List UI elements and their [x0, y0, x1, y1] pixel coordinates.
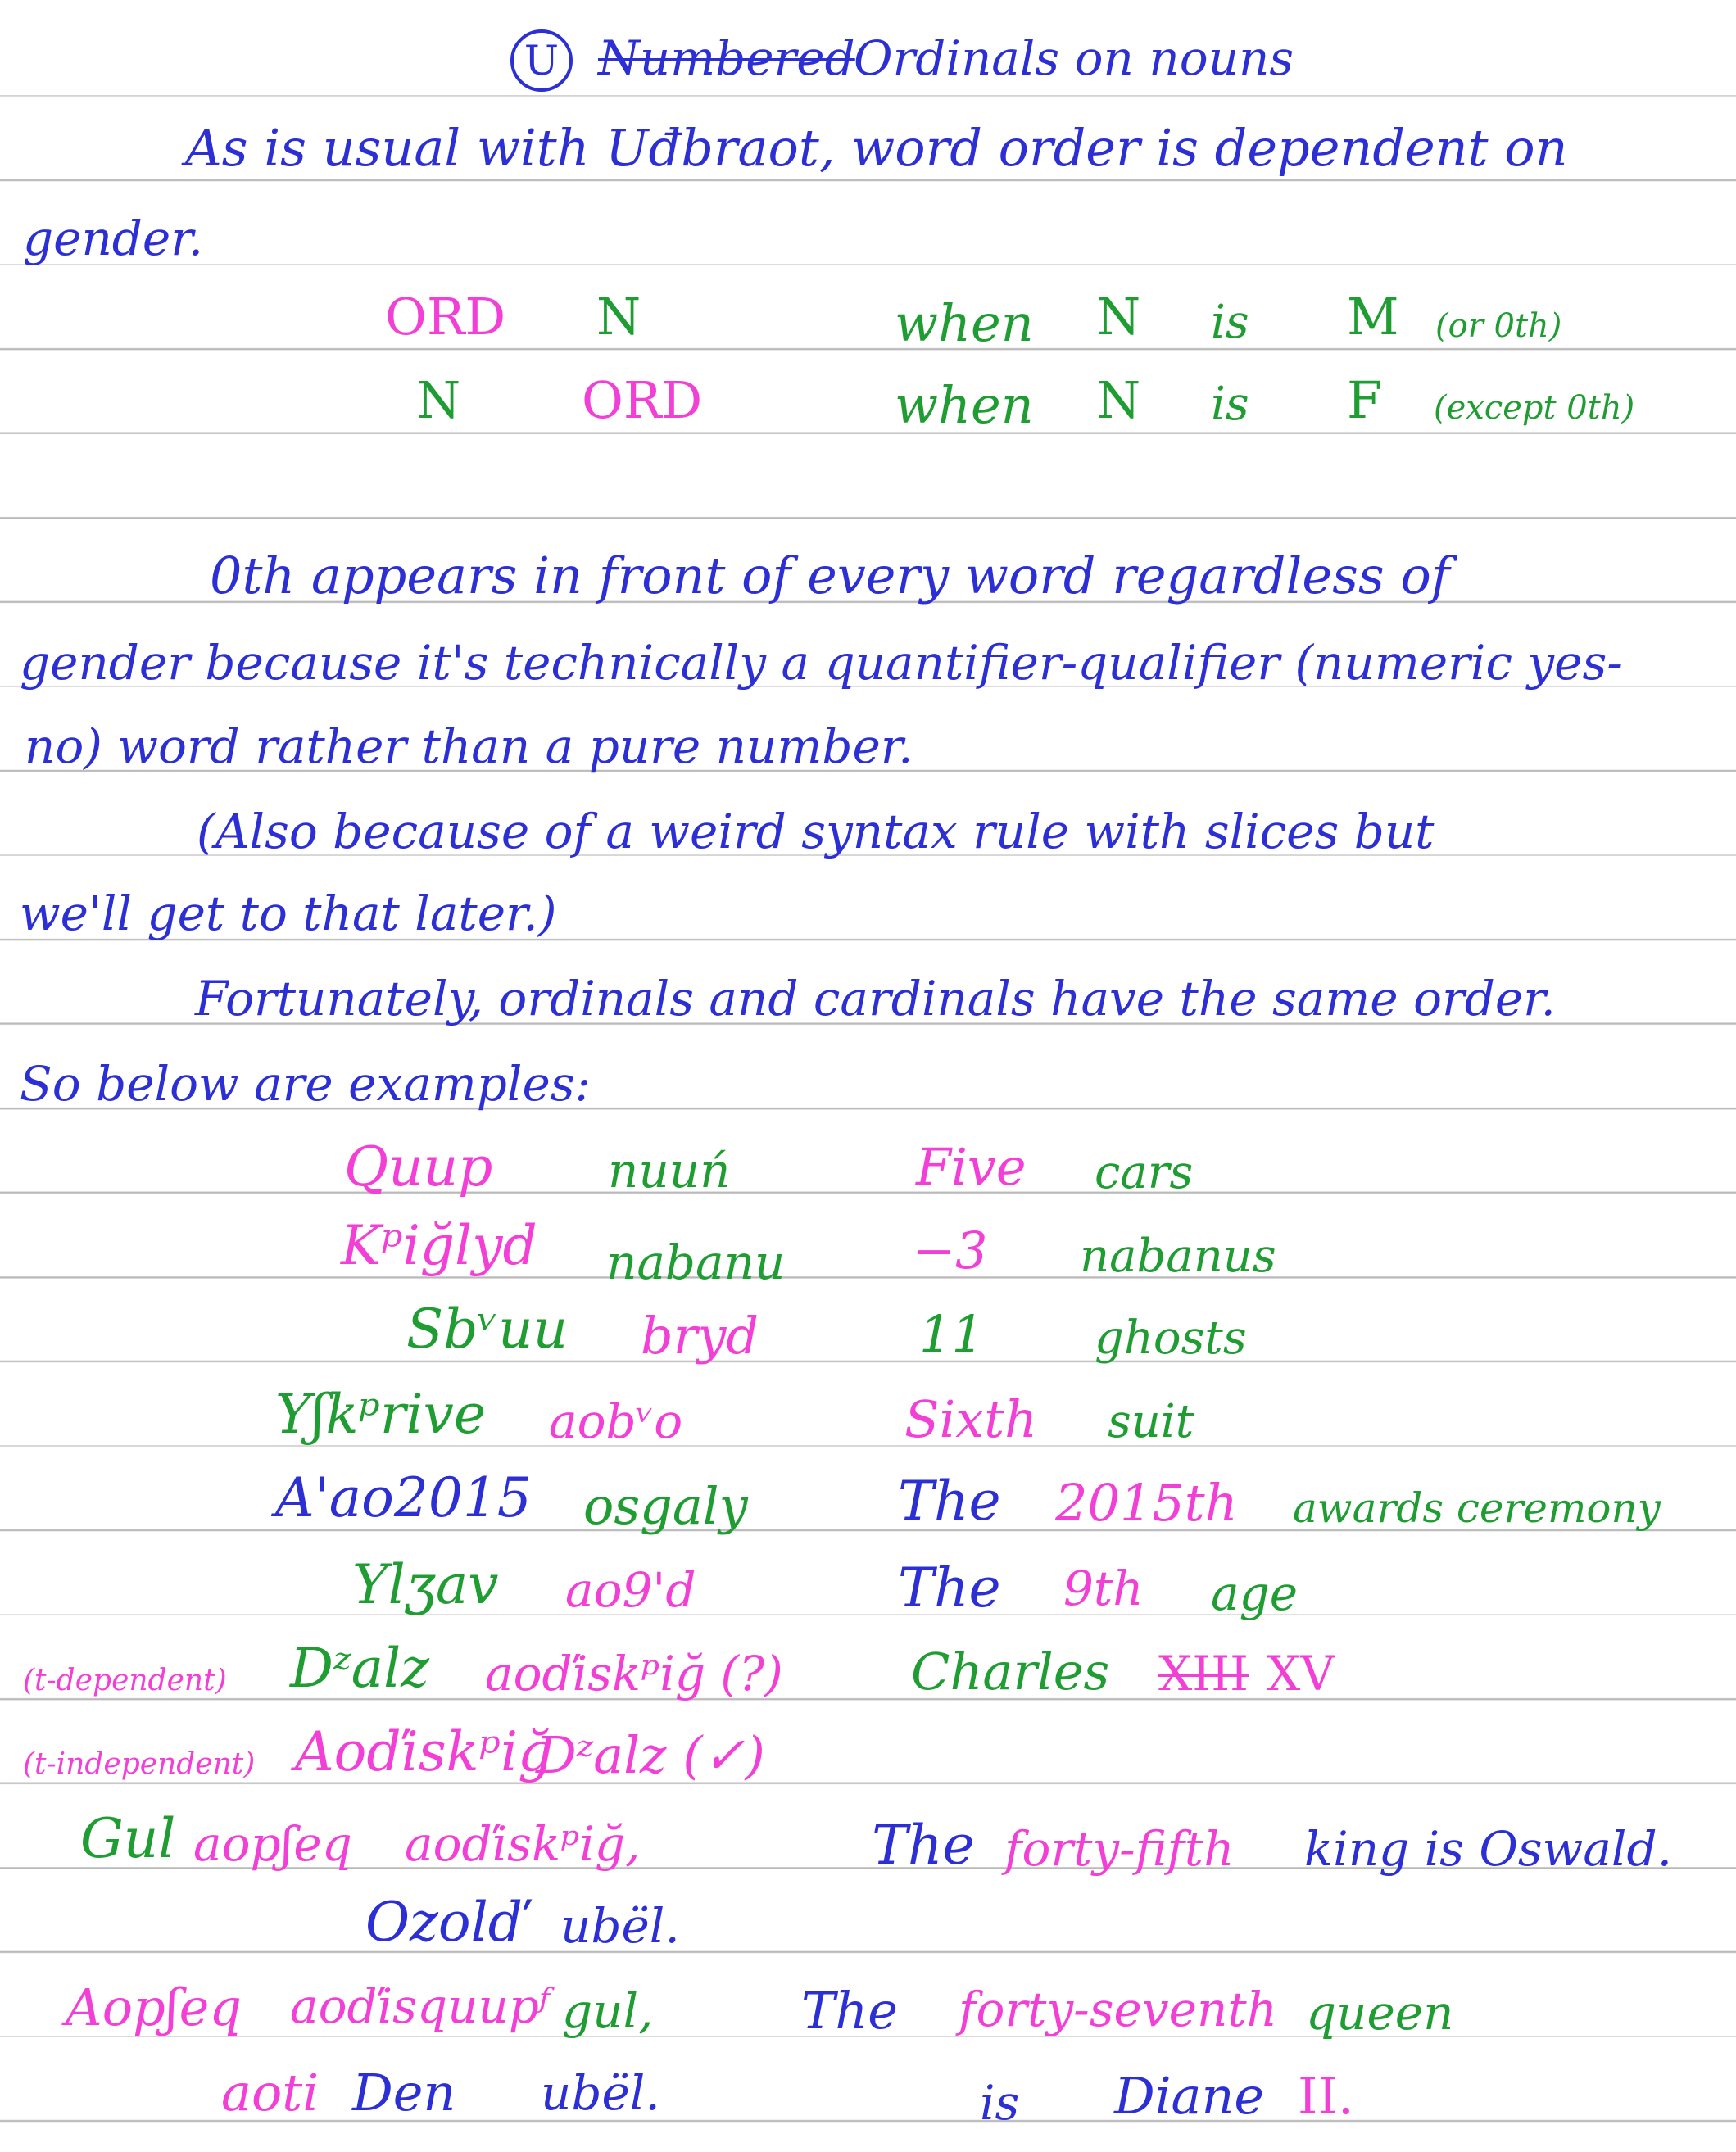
- example3-gloss-a: 11: [919, 1304, 984, 1364]
- para-line-1: 0th appears in front of every word regardless of: [210, 546, 1450, 605]
- example7-gloss-b: XV: [1267, 1646, 1335, 1701]
- rule1-n: N: [596, 287, 641, 347]
- example4-gloss-b: suit: [1108, 1395, 1194, 1448]
- sentence1-native-e: ubël.: [560, 1898, 680, 1954]
- example2-native-b: nabanu: [606, 1235, 786, 1290]
- para-line-4: (Also because of a weird syntax rule with slices but: [197, 804, 1435, 859]
- example7-native-b: aoďiskᵖiğ (?): [485, 1646, 783, 1701]
- sentence2-gloss-roman: II.: [1298, 2066, 1354, 2126]
- sentence2-native-a: Aopʃeq: [66, 1978, 242, 2037]
- sentence1-native-a: Gul: [80, 1807, 176, 1870]
- sentence2-native-d: aoti: [221, 2063, 320, 2123]
- example1-gloss-b: cars: [1095, 1146, 1194, 1199]
- example5-gloss-num: 2015th: [1055, 1473, 1238, 1533]
- example2-gloss-b: nabanus: [1080, 1230, 1276, 1283]
- sentence2-native-f: ubël.: [541, 2065, 660, 2121]
- rule1-is: is: [1211, 296, 1249, 349]
- sentence2-native-c: gul,: [562, 1983, 654, 2039]
- example8-native-b: Dᶻalz (✓): [536, 1725, 765, 1785]
- struck-roman-numeral: XIII: [1158, 1646, 1249, 1701]
- example7-gloss-a: Charles: [911, 1642, 1110, 1701]
- rule2-is: is: [1211, 378, 1249, 431]
- sentence2-gloss-num: forty-seventh: [959, 1982, 1277, 2037]
- example7-label: (t-dependent): [23, 1664, 227, 1697]
- rule2-gender: F: [1347, 370, 1383, 430]
- intro-line-2: gender.: [23, 211, 204, 266]
- example5-gloss-a: The: [898, 1470, 1001, 1533]
- sentence2-native-e: Den: [352, 2063, 456, 2123]
- example4-gloss-a: Sixth: [904, 1389, 1038, 1449]
- sentence1-native-d: Ozolď: [365, 1891, 523, 1954]
- example2-native-a: Kᵖiğlyd: [341, 1214, 537, 1277]
- sentence2-gloss-the: The: [801, 1981, 898, 2041]
- example3-native-a: Sbᵛuu: [406, 1298, 569, 1361]
- example2-gloss-a: −3: [913, 1221, 988, 1280]
- sentence2-gloss-queen: queen: [1306, 1985, 1454, 2041]
- para-line-5: we'll get to that later.): [20, 886, 557, 941]
- example3-native-b: bryd: [641, 1306, 759, 1366]
- page-title: Ordinals on nouns: [854, 30, 1294, 86]
- rule2-n: N: [416, 370, 461, 430]
- rule2-note: (except 0th): [1434, 389, 1635, 427]
- rule2-n2: N: [1096, 370, 1141, 430]
- example4-native-b: aobᵛo: [549, 1393, 683, 1449]
- rule1-n2: N: [1096, 287, 1141, 347]
- sentence2-native-b: aoďisquupᶠ: [290, 1978, 551, 2034]
- rule1-when: when: [895, 293, 1034, 353]
- example7-native-a: Dᶻalz: [290, 1637, 430, 1700]
- example3-gloss-b: ghosts: [1095, 1312, 1247, 1365]
- example6-gloss-num: 9th: [1063, 1561, 1144, 1616]
- sentence1-gloss-the: The: [872, 1814, 975, 1877]
- intro-line-1: As is usual with Uđbraot, word order is dependent on: [185, 118, 1568, 178]
- para-line-2: gender because it's technically a quantifier-qualifier (numeric yes-: [20, 635, 1623, 691]
- example6-native-b: ao9'd: [565, 1562, 696, 1618]
- struck-word: Numbered: [598, 30, 855, 86]
- rule1-note: (or 0th): [1435, 307, 1562, 345]
- rule2-when: when: [895, 375, 1034, 435]
- rule1-ord: ORD: [385, 287, 506, 347]
- section-letter-circle: U: [510, 29, 573, 92]
- example1-native-a: Quup: [344, 1135, 493, 1198]
- example4-native-a: Yʃkᵖrive: [275, 1383, 486, 1446]
- example6-native-a: Ylʒav: [352, 1553, 499, 1616]
- example5-gloss-b: awards ceremony: [1293, 1484, 1661, 1532]
- example5-native-b: osgaly: [583, 1476, 748, 1536]
- para-line-6: Fortunately, ordinals and cardinals have the same order.: [195, 971, 1556, 1026]
- example8-native-a: Aoďiskᵖiğ: [295, 1720, 553, 1783]
- sentence2-gloss-name: Diane: [1114, 2066, 1265, 2126]
- example6-gloss-a: The: [898, 1556, 1001, 1620]
- example8-label: (t-independent): [23, 1747, 256, 1781]
- para-line-7: So below are examples:: [20, 1056, 592, 1112]
- sentence1-gloss-num: forty-fifth: [1004, 1821, 1235, 1877]
- example5-native-a: A'ao2015: [275, 1466, 532, 1529]
- example6-gloss-b: age: [1211, 1565, 1299, 1621]
- sentence2-gloss-is: is: [980, 2075, 1020, 2131]
- rule2-ord: ORD: [582, 370, 703, 430]
- example1-native-b: nuuń: [608, 1143, 731, 1198]
- para-line-3: no) word rather than a pure number.: [25, 718, 913, 774]
- sentence1-native-b: aopʃeq: [193, 1816, 352, 1872]
- sentence1-native-c: aoďiskᵖiğ,: [405, 1816, 641, 1872]
- sentence1-gloss-rest: king is Oswald.: [1304, 1821, 1673, 1877]
- example1-gloss-a: Five: [916, 1137, 1027, 1197]
- rule1-gender: M: [1347, 287, 1399, 347]
